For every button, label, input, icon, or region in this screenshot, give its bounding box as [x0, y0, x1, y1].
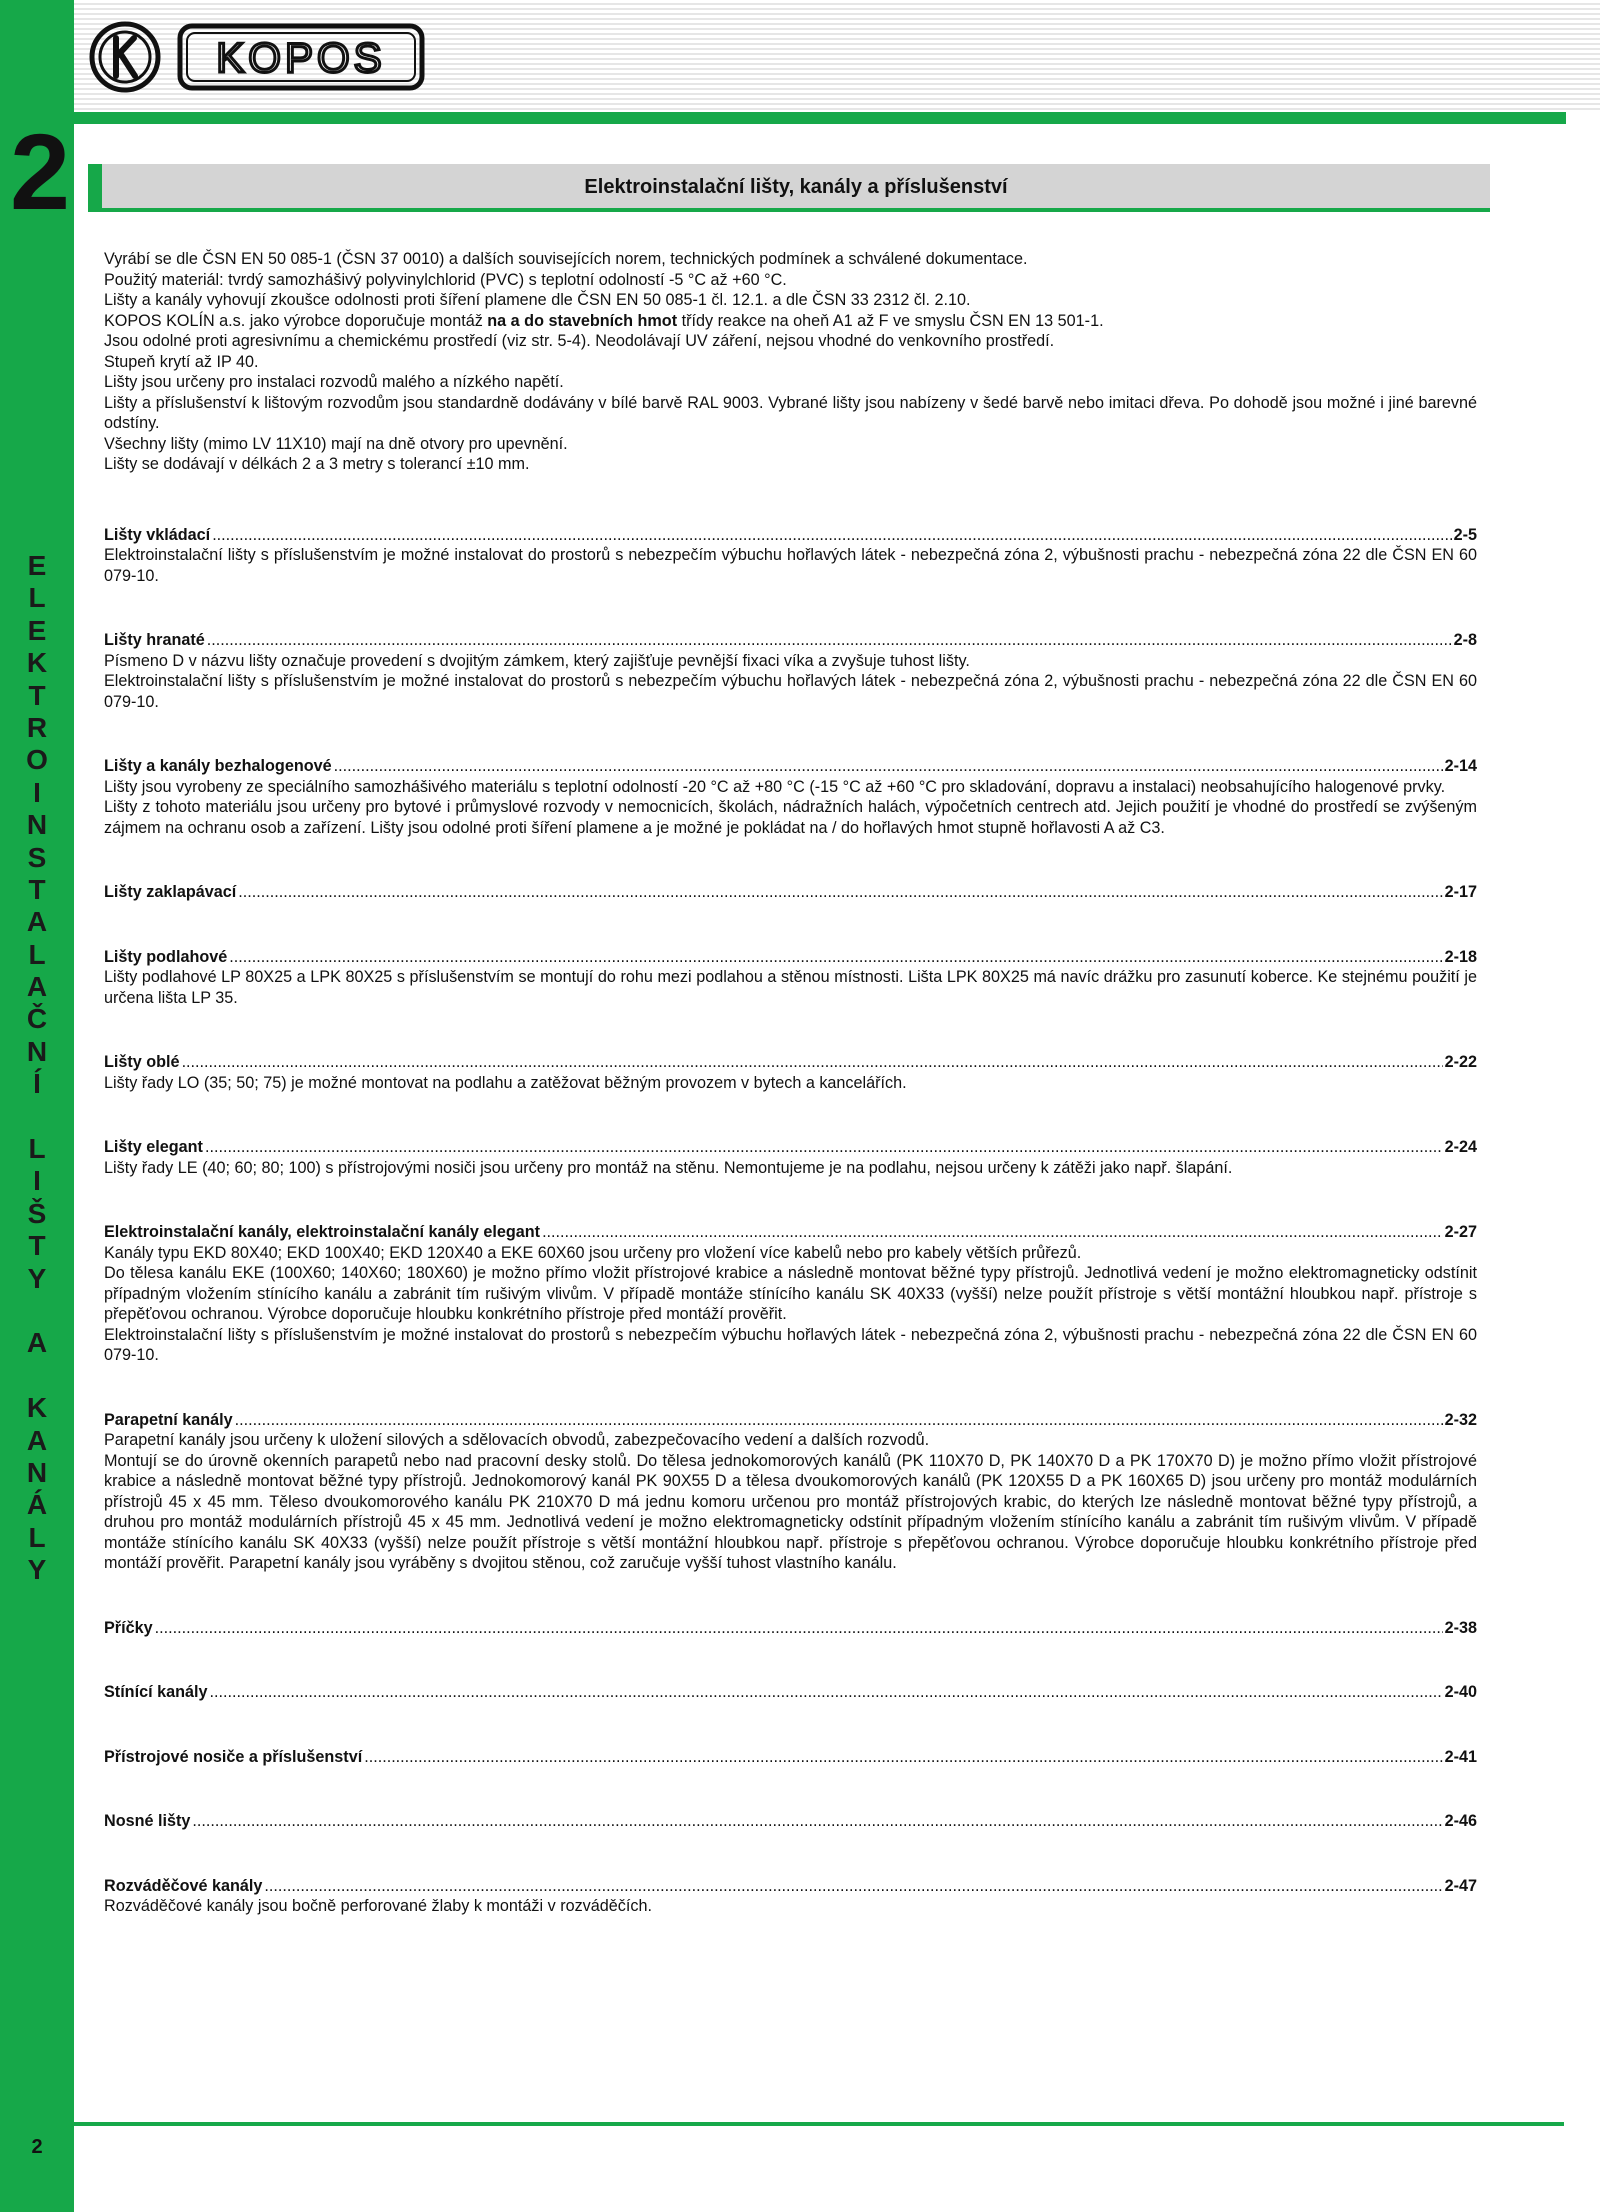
toc-section	[104, 1410, 1477, 1574]
toc-entry[interactable]	[104, 1876, 1477, 1897]
vertical-title	[0, 550, 74, 1587]
vertical-letter	[0, 1295, 74, 1327]
intro	[104, 249, 1477, 475]
toc-entry-page: 2-40	[1444, 1683, 1477, 1701]
toc-leader-dots	[212, 525, 1451, 546]
toc-entry-title: Lišty a kanály bezhalogenové	[104, 757, 332, 775]
toc-entry-title: Elektroinstalační kanály, elektroinstalační kanály elegant	[104, 1223, 541, 1241]
toc-leader-dots	[155, 1618, 1443, 1639]
toc-entry-title: Parapetní kanály	[104, 1410, 233, 1429]
toc-leader-dots	[182, 1052, 1443, 1073]
intro-line: Jsou odolné proti agresivnímu a chemickému prostředí (viz str. 5-4). Neodolávají UV záření, nejsou vhodné do venkovního prostředí.	[104, 332, 1055, 350]
content	[104, 249, 1477, 1917]
vertical-letter	[0, 1360, 74, 1392]
header-square	[1526, 112, 1538, 124]
intro-line: Použitý materiál: tvrdý samozhášivý polyvinylchlorid (PVC) s teplotní odolností -5 °C až +60 °C.	[104, 270, 787, 289]
toc-entry-description: Parapetní kanály jsou určeny k uložení silových a sdělovacích obvodů, zabezpečovacího vedení a dalších rozvodů.	[104, 1431, 930, 1449]
toc-entry-page: 2-22	[1444, 1053, 1477, 1071]
page-title: Elektroinstalační lišty, kanály a příslušenství	[584, 176, 1008, 198]
toc-entry-title: Stínící kanály	[104, 1683, 208, 1701]
toc-entry-page: 2-17	[1444, 883, 1477, 901]
toc-entry-page: 2-38	[1444, 1618, 1477, 1637]
intro-line: Lišty jsou určeny pro instalaci rozvodů malého a nízkého napětí.	[104, 373, 564, 391]
toc-entry[interactable]	[104, 1052, 1477, 1073]
header-square	[1506, 112, 1518, 124]
toc-entry-description: Lišty podlahové LP 80X25 a LPK 80X25 s příslušenstvím se montují do rohu mezi podlahou a stěnou místnosti. Lišta LPK 80X25 má navíc drážku pro zasunutí koberce. Ke stejnému použití je určena lišta LP 35.	[104, 968, 1477, 1007]
page-number: 2	[31, 2136, 43, 2158]
title-bar	[88, 164, 1490, 210]
toc-section	[104, 1137, 1477, 1178]
toc-entry[interactable]	[104, 1410, 1477, 1431]
toc-section	[104, 630, 1477, 712]
toc-entry[interactable]	[104, 525, 1477, 546]
vertical-letter: T	[28, 873, 46, 905]
toc-entry-page: 2-18	[1444, 947, 1477, 966]
intro-line: Stupeň krytí až IP 40.	[104, 352, 259, 371]
vertical-letter: T	[28, 1230, 46, 1262]
toc-leader-dots	[542, 1222, 1443, 1243]
toc-leader-dots	[192, 1811, 1442, 1832]
toc-entry-title: Lišty zaklapávací	[104, 883, 237, 901]
toc-leader-dots	[205, 1137, 1443, 1158]
toc-entry-description: Elektroinstalační lišty s příslušenstvím je možné instalovat do prostorů s nebezpečím výbuchu hořlavých látek - nebezpečná zóna 2, výbušnosti prachu - nebezpečná zóna 22 dle ČSN EN 60 079-10.	[104, 546, 1477, 585]
toc-entry[interactable]	[104, 1137, 1477, 1158]
toc-entry-title: Příčky	[104, 1618, 153, 1637]
toc-section	[104, 947, 1477, 1009]
toc-entry-description: Písmeno D v názvu lišty označuje provedení s dvojitým zámkem, který zajišťuje pevnější fixaci víka a zvyšuje tuhost lišty.	[104, 651, 970, 670]
intro-line: Všechny lišty (mimo LV 11X10) mají na dně otvory pro upevnění.	[104, 434, 568, 453]
toc-section	[104, 525, 1477, 587]
header-green-line	[74, 112, 1564, 124]
toc-section	[104, 882, 1477, 903]
vertical-letter: R	[26, 711, 48, 743]
toc-entry-page: 2-24	[1444, 1138, 1477, 1156]
vertical-letter: I	[33, 1165, 41, 1197]
toc-section	[104, 756, 1477, 838]
toc-entry-title: Přístrojové nosiče a příslušenství	[104, 1747, 363, 1766]
vertical-letter: Č	[26, 1003, 48, 1035]
vertical-letter: Y	[27, 1554, 47, 1586]
vertical-letter: Á	[26, 1489, 48, 1521]
toc-leader-dots	[235, 1410, 1443, 1431]
toc-entry-page: 2-32	[1444, 1410, 1477, 1429]
toc-entry[interactable]	[104, 630, 1477, 651]
vertical-letter: A	[26, 1327, 48, 1359]
toc-entry-page: 2-14	[1444, 757, 1477, 775]
toc-section	[104, 1747, 1477, 1768]
chapter-number: 2	[9, 111, 69, 232]
toc-entry[interactable]	[104, 1747, 1477, 1768]
vertical-letter: K	[26, 647, 48, 679]
toc-entry-title: Lišty podlahové	[104, 947, 228, 966]
toc-entry[interactable]	[104, 1811, 1477, 1832]
toc-entry[interactable]	[104, 1222, 1477, 1243]
vertical-letter: T	[28, 679, 46, 711]
toc-entry-description: Do tělesa kanálu EKE (100X60; 140X60; 180X60) je možno přímo vložit přístrojové krabice a následně montovat běžné typy přístrojů. Jednotlivá vedení je možno elektromagneticky odstínit případným vložením stínícího kanálu a zabránit tím rušivým vlivům. V případě montáže stínícího kanálu SK 40X33 (vyšší) nelze použít přístroje s větší montážní hloubkou např. přístroje s přepěťovou ochranou. Výrobce doporučuje hloubku konkrétního přístroje před montáží prověřit.	[104, 1264, 1477, 1323]
intro-line	[104, 311, 1477, 332]
intro-text: KOPOS KOLÍN a.s. jako výrobce doporučuje montáž	[104, 311, 488, 330]
vertical-letter: K	[26, 1392, 48, 1424]
toc-leader-dots	[209, 1682, 1442, 1703]
toc-leader-dots	[229, 947, 1442, 968]
toc-entry-title: Nosné lišty	[104, 1812, 191, 1830]
intro-line: Lišty a kanály vyhovují zkoušce odolnosti proti šíření plamene dle ČSN EN 50 085-1 čl. 12.1. a dle ČSN 33 2312 čl. 2.10.	[104, 291, 971, 309]
toc-leader-dots	[238, 882, 1442, 903]
toc-leader-dots	[207, 630, 1452, 651]
toc-entry-page: 2-27	[1444, 1223, 1477, 1241]
toc-leader-dots	[364, 1747, 1442, 1768]
toc-entry[interactable]	[104, 1618, 1477, 1639]
toc-entry[interactable]	[104, 947, 1477, 968]
toc-entry-description: Lišty řady LO (35; 50; 75) je možné montovat na podlahu a zatěžovat běžným provozem v bytech a kancelářích.	[104, 1073, 907, 1092]
toc-section	[104, 1222, 1477, 1366]
intro-text: třídy reakce na oheň A1 až F ve smyslu ČSN EN 13 501-1.	[677, 311, 1104, 330]
toc-entry-page: 2-5	[1453, 525, 1477, 544]
toc-entry-description: Lišty řady LE (40; 60; 80; 100) s přístrojovými nosiči jsou určeny pro montáž na stěnu. Nemontujeme je na podlahu, nejsou určeny k zátěži jako např. šlapání.	[104, 1158, 1233, 1177]
footer-green-line	[74, 2122, 1564, 2126]
vertical-letter: N	[26, 1456, 48, 1488]
toc-entry[interactable]	[104, 1682, 1477, 1703]
toc-entry-description: Montují se do úrovně okenních parapetů nebo nad pracovní desky stolů. Do tělesa jednokomorových kanálů (PK 110X70 D, PK 140X70 D a PK 170X70 D) je možno přímo vložit přístrojové krabice a následně montovat běžné typy přístrojů. Jednokomorový kanál PK 90X55 D a tělesa dvoukomorových kanálů (PK 120X55 D a PK 160X65 D) jsou určeny pro montáž modulárních přístrojů 45 x 45 mm. Těleso dvoukomorového kanálu PK 210X70 D má jednu komoru určenou pro montáž přístrojových krabic, do kterých lze následně montovat běžné typy přístrojů, a druhou pro montáž modulárních přístrojů 45 x 45 mm. Jednotlivá vedení je možno elektromagneticky odstínit případným vložením stínícího kanálu a zabránit tím rušivým vlivům. V případě montáže stínícího kanálu SK 40X33 (vyšší) nelze použít přístroje s větší montážní hloubkou např. přístroje s přepěťovou ochranou. Výrobce doporučuje hloubku konkrétního přístroje před montáží prověřit. Parapetní kanály jsou vyráběny s dvojitou stěnou, což zaručuje vyšší tuhost vlastního kanálu.	[104, 1451, 1477, 1572]
toc-entry-description: Kanály typu EKD 80X40; EKD 100X40; EKD 120X40 a EKE 60X60 jsou určeny pro vložení více kabelů nebo pro kabely větších průřezů.	[104, 1243, 1082, 1262]
toc-entry[interactable]	[104, 756, 1477, 777]
sidebar-strip	[0, 0, 74, 2212]
vertical-letter: S	[27, 841, 47, 873]
vertical-letter: L	[28, 1521, 46, 1553]
toc-entry-title: Lišty vkládací	[104, 525, 211, 544]
toc-entry-page: 2-8	[1453, 631, 1477, 649]
vertical-letter: Í	[33, 1068, 41, 1100]
toc-entry-page: 2-47	[1444, 1876, 1477, 1895]
toc-entry-page: 2-46	[1444, 1812, 1477, 1830]
title-underline	[88, 208, 1490, 212]
intro-line: Lišty a příslušenství k lištovým rozvodům jsou standardně dodávány v bílé barvě RAL 9003. Vybrané lišty jsou nabízeny v šedé barvě nebo imitaci dřeva. Po dohodě jsou možné i jiné barevné odstíny.	[104, 393, 1477, 432]
vertical-letter: E	[27, 614, 47, 646]
toc-section	[104, 1876, 1477, 1917]
toc-entry-title: Lišty oblé	[104, 1053, 180, 1071]
vertical-letter: L	[28, 938, 46, 970]
vertical-letter: A	[26, 906, 48, 938]
vertical-letter	[0, 1101, 74, 1133]
toc-section	[104, 1811, 1477, 1832]
toc-entry-title: Lišty hranaté	[104, 631, 205, 649]
intro-line: Vyrábí se dle ČSN EN 50 085-1 (ČSN 37 0010) a dalších souvisejících norem, technických podmínek a schválené dokumentace.	[104, 250, 1028, 268]
vertical-letter: N	[26, 809, 48, 841]
toc-section	[104, 1618, 1477, 1639]
toc-entry-description: Lišty jsou vyrobeny ze speciálního samozhášivého materiálu s teplotní odolností -20 °C až +80 °C (-15 °C až +60 °C pro skladování, dopravu a instalaci) neobsahujícího halogenové prvky.	[104, 777, 1446, 796]
vertical-letter: O	[26, 744, 48, 776]
toc-entry-title: Lišty elegant	[104, 1138, 203, 1156]
toc-entry-page: 2-41	[1444, 1747, 1477, 1766]
header-square	[1546, 112, 1558, 124]
vertical-letter: N	[26, 1035, 48, 1067]
header-square	[1560, 112, 1566, 124]
toc-entry[interactable]	[104, 882, 1477, 903]
logo-wordmark: KOPOS	[216, 34, 386, 81]
toc-leader-dots	[334, 756, 1443, 777]
toc-entry-description: Elektroinstalační lišty s příslušenstvím je možné instalovat do prostorů s nebezpečím výbuchu hořlavých látek - nebezpečná zóna 2, výbušnosti prachu - nebezpečná zóna 22 dle ČSN EN 60 079-10.	[104, 1325, 1477, 1364]
toc-section	[104, 1052, 1477, 1093]
toc-leader-dots	[264, 1876, 1442, 1897]
toc-entry-description: Rozváděčové kanály jsou bočně perforované žlaby k montáži v rozváděčích.	[104, 1897, 652, 1915]
toc-entry-description: Elektroinstalační lišty s příslušenstvím je možné instalovat do prostorů s nebezpečím výbuchu hořlavých látek - nebezpečná zóna 2, výbušnosti prachu - nebezpečná zóna 22 dle ČSN EN 60 079-10.	[104, 672, 1477, 711]
kopos-logo	[88, 20, 428, 94]
vertical-letter: Š	[27, 1197, 47, 1229]
intro-line: Lišty se dodávají v délkách 2 a 3 metry s tolerancí ±10 mm.	[104, 455, 530, 473]
vertical-letter: A	[26, 971, 48, 1003]
vertical-letter: L	[28, 1133, 46, 1165]
vertical-letter: E	[27, 550, 47, 581]
vertical-letter: Y	[27, 1262, 47, 1294]
vertical-letter: L	[28, 582, 46, 614]
toc-section	[104, 1682, 1477, 1703]
intro-bold: na a do stavebních hmot	[487, 311, 678, 330]
toc-entry-title: Rozváděčové kanály	[104, 1876, 263, 1895]
toc-entry-description: Lišty z tohoto materiálu jsou určeny pro bytové i průmyslové rozvody v nemocnicích, školách, nádražních halách, výpočetních centrech atd. Jejich použití je vhodné do prostředí se zvýšeným zájmem na ochranu osob a zařízení. Lišty jsou odolné proti šíření plamene a je možné je pokládat na / do hořlavých hmot stupně hořlavosti A až C3.	[104, 798, 1477, 837]
toc-sections	[104, 525, 1477, 1917]
vertical-letter: A	[26, 1424, 48, 1456]
vertical-letter: I	[33, 776, 41, 808]
